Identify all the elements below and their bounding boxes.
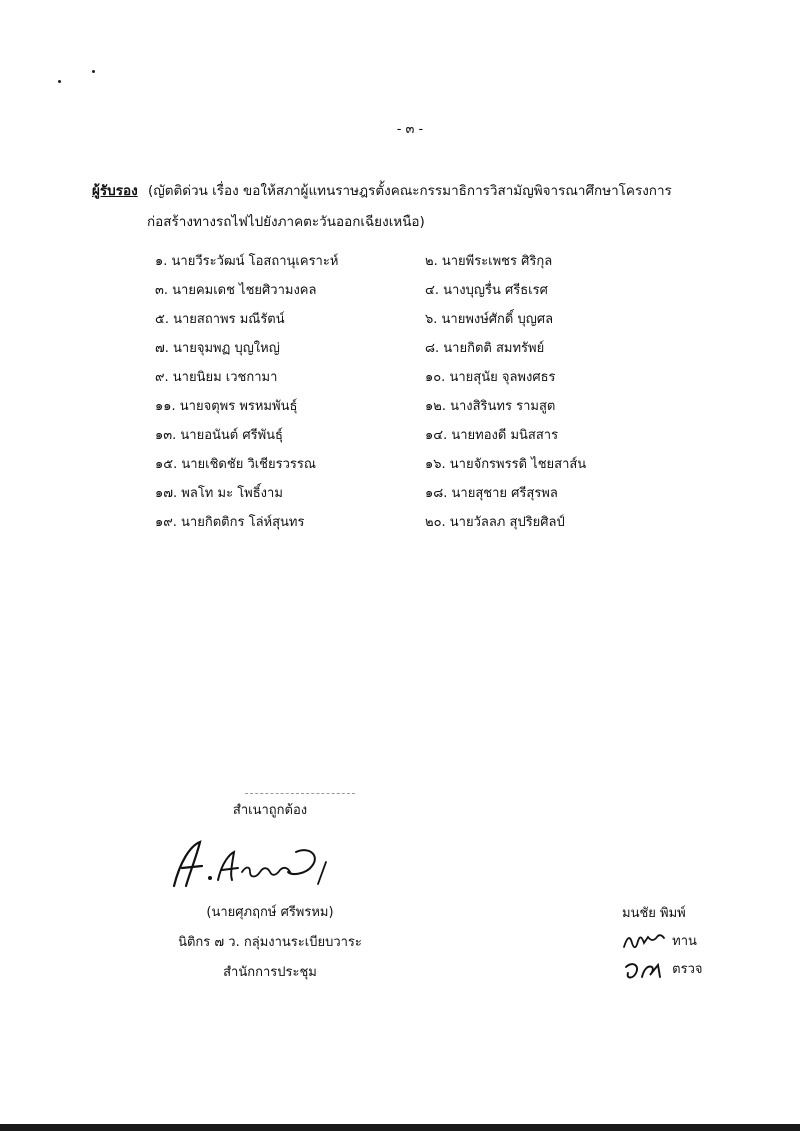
scan-edge-bar	[0, 1124, 800, 1131]
signer-item: ๕. นายสถาพร มณีรัตน์	[155, 312, 285, 327]
signer-item: ๑๖. นายจักรพรรดิ ไชยสาส์น	[425, 457, 587, 472]
certifier-office: สำนักการประชุม	[223, 965, 317, 980]
proofreader-line	[622, 928, 702, 956]
typist-line: มนชัย พิมพ์	[622, 906, 686, 921]
handwritten-signature	[160, 832, 340, 892]
signer-item: ๑๕. นายเชิดชัย วิเชียรวรรณ	[155, 457, 316, 472]
signer-item: ๑๐. นายสุนัย จุลพงศธร	[425, 370, 556, 385]
signature-area	[140, 826, 400, 898]
signer-item: ๖. นายพงษ์ศักดิ์ บุญศล	[425, 312, 554, 327]
signer-item: ๑๑. นายจตุพร พรหมพันธุ์	[155, 399, 298, 414]
certification-block	[140, 796, 400, 988]
proofreader-label: ทาน	[672, 934, 697, 949]
signer-item: ๔. นางบุญรื่น ศรีธเรศ	[425, 283, 548, 298]
signer-item: ๑๓. นายอนันต์ ศรีพันธุ์	[155, 428, 283, 443]
checker-line	[622, 956, 702, 984]
divider-line	[245, 793, 355, 794]
signer-item: ๒. นายพีระเพชร ศิริกุล	[425, 254, 553, 269]
signer-item: ๑๒. นางสิรินทร รามสูต	[425, 399, 556, 414]
checker-label: ตรวจ	[672, 962, 703, 977]
certifier-position: นิติกร ๗ ว. กลุ่มงานระเบียบวาระ	[178, 935, 362, 950]
endorsers-label: ผู้รับรอง	[92, 183, 138, 199]
page-number: - ๓ -	[396, 122, 424, 137]
signer-item: ๓. นายคมเดช ไชยศิวามงคล	[155, 283, 317, 298]
handwritten-initials	[622, 931, 668, 953]
signer-item: ๙. นายนิยม เวชกามา	[155, 370, 278, 385]
signer-item: ๑๗. พลโท มะ โพธิ์งาม	[155, 486, 283, 501]
signers-right-column	[425, 247, 586, 537]
scan-speck	[58, 80, 61, 83]
motion-header	[92, 176, 732, 238]
signer-item: ๗. นายจุมพฏ บุญใหญ่	[155, 341, 280, 356]
signer-item: ๑. นายวีระวัฒน์ โอสถานุเคราะห์	[155, 254, 339, 269]
signers-left-column	[155, 247, 338, 537]
handwritten-initials	[622, 959, 668, 981]
signer-item: ๘. นายกิตติ สมทรัพย์	[425, 341, 545, 356]
header-line-1	[92, 176, 732, 207]
typist-block	[622, 900, 702, 984]
motion-title-part-2: ก่อสร้างทางรถไฟไปยังภาคตะวันออกเฉียงเหนือ)	[147, 214, 425, 230]
scan-speck	[92, 70, 95, 73]
signer-item: ๑๙. นายกิตติกร โล่ห์สุนทร	[155, 515, 305, 530]
certifier-name: (นายศุภฤกษ์ ศรีพรหม)	[206, 905, 334, 920]
signer-item: ๑๔. นายทองดี มนิสสาร	[425, 428, 559, 443]
signer-item: ๑๘. นายสุชาย ศรีสุรพล	[425, 486, 558, 501]
signer-item: ๒๐. นายวัลลภ สุปริยศิลป์	[425, 515, 565, 530]
motion-title-part-1: (ญัตติด่วน เรื่อง ขอให้สภาผู้แทนราษฎรตั้งคณะกรรมาธิการวิสามัญพิจารณาศึกษาโครงการ	[147, 183, 672, 199]
certified-copy-label: สำเนาถูกต้อง	[232, 803, 308, 818]
